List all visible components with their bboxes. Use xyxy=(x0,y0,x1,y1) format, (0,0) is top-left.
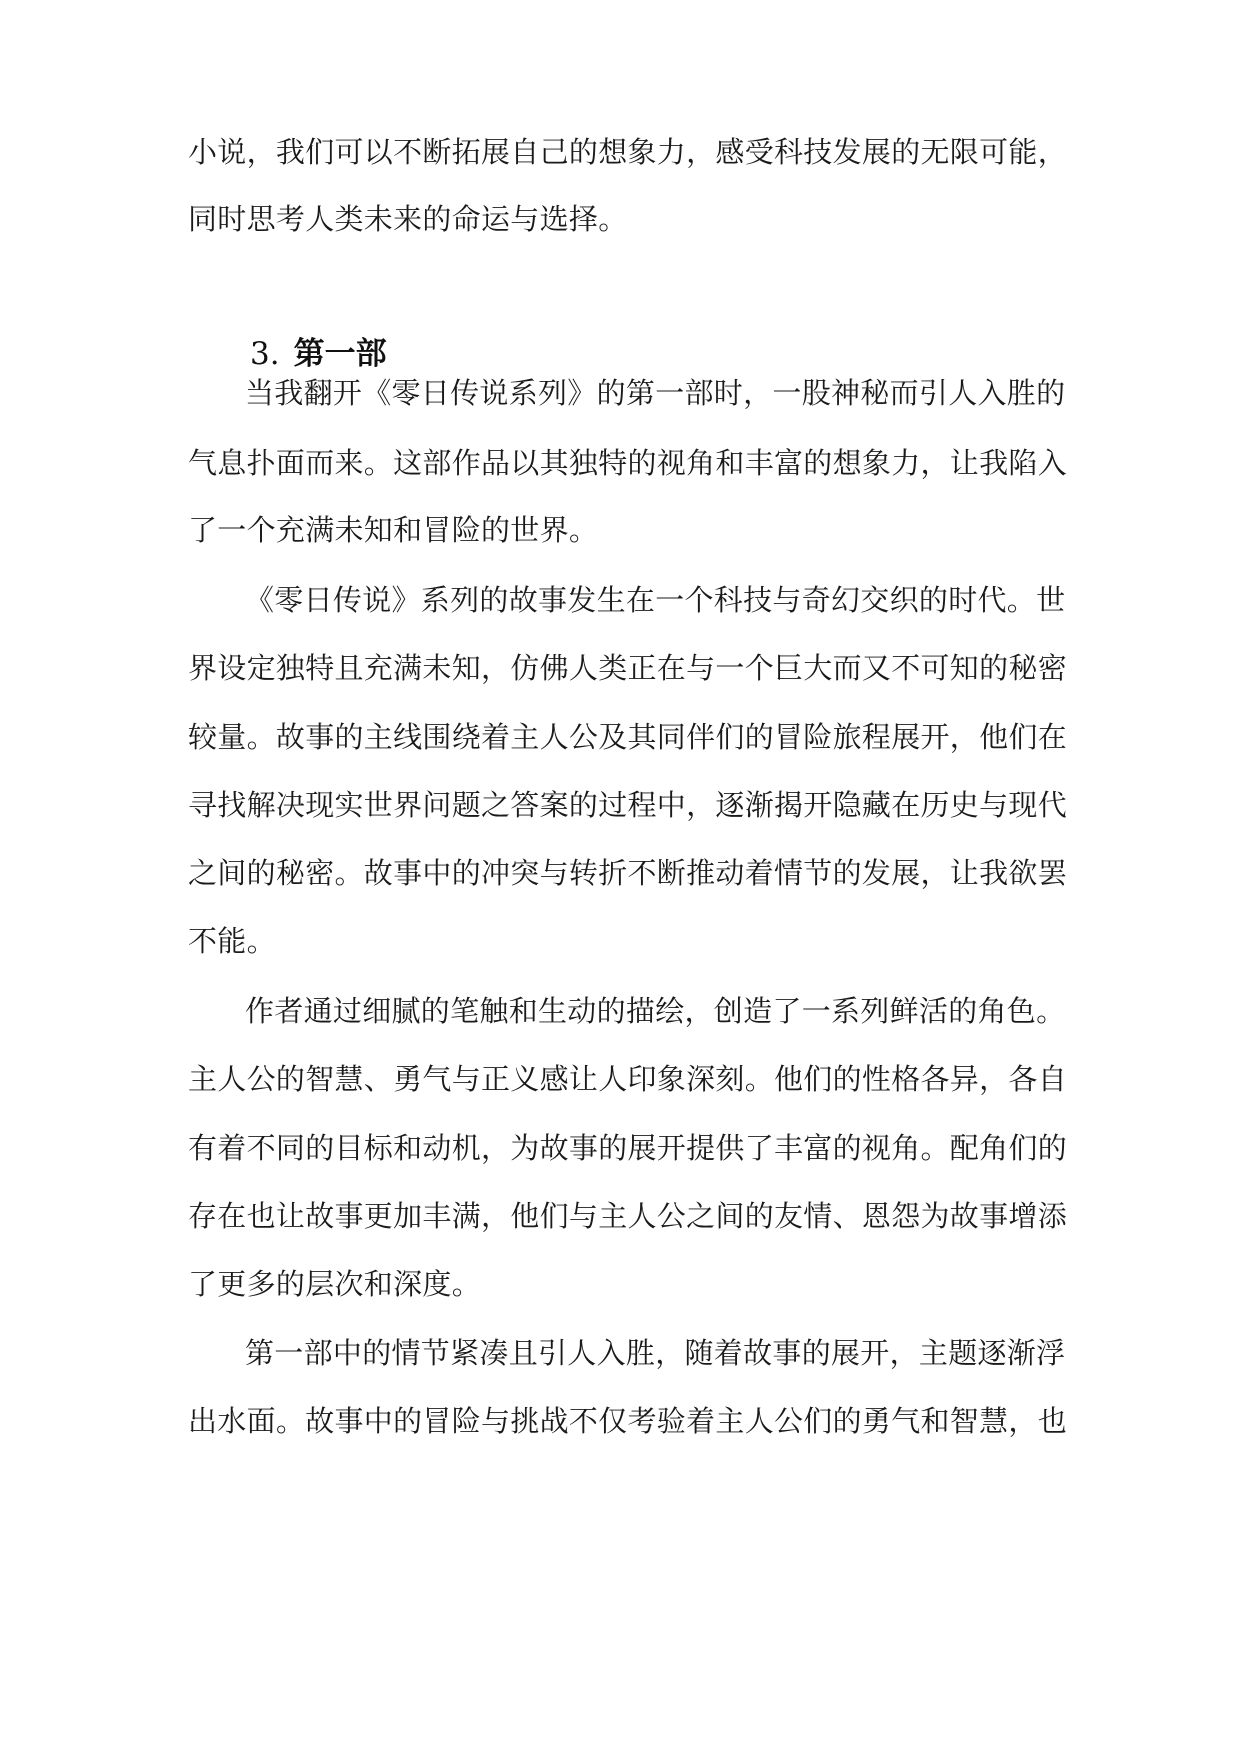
text-line: 小说，我们可以不断拓展自己的想象力，感受科技发展的无限可能， xyxy=(188,135,1068,169)
text-line: 气息扑面而来。这部作品以其独特的视角和丰富的想象力，让我陷入 xyxy=(188,446,1068,480)
section-number: 3. xyxy=(250,336,280,372)
text-line: 第一部中的情节紧凑且引人入胜，随着故事的展开，主题逐渐浮 xyxy=(245,1336,1066,1370)
text-line: 作者通过细腻的笔触和生动的描绘，创造了一系列鲜活的角色。 xyxy=(245,994,1066,1028)
text-line: 之间的秘密。故事中的冲突与转折不断推动着情节的发展，让我欲罢 xyxy=(188,856,1068,890)
text-line: 主人公的智慧、勇气与正义感让人印象深刻。他们的性格各异，各自 xyxy=(188,1062,1068,1096)
text-line: 不能。 xyxy=(188,924,276,958)
text-line: 了一个充满未知和冒险的世界。 xyxy=(188,513,599,547)
text-line: 较量。故事的主线围绕着主人公及其同伴们的冒险旅程展开，他们在 xyxy=(188,720,1068,754)
text-line: 界设定独特且充满未知，仿佛人类正在与一个巨大而又不可知的秘密 xyxy=(188,651,1068,685)
text-line: 当我翻开《零日传说系列》的第一部时，一股神秘而引人入胜的 xyxy=(245,376,1066,410)
text-line: 同时思考人类未来的命运与选择。 xyxy=(188,202,628,236)
text-line: 有着不同的目标和动机，为故事的展开提供了丰富的视角。配角们的 xyxy=(188,1131,1068,1165)
section-title: 第一部 xyxy=(293,336,387,372)
text-line: 《零日传说》系列的故事发生在一个科技与奇幻交织的时代。世 xyxy=(245,583,1066,617)
text-line: 出水面。故事中的冒险与挑战不仅考验着主人公们的勇气和智慧，也 xyxy=(188,1404,1068,1438)
text-line: 了更多的层次和深度。 xyxy=(188,1267,482,1301)
text-line: 存在也让故事更加丰满，他们与主人公之间的友情、恩怨为故事增添 xyxy=(188,1199,1068,1233)
text-line: 寻找解决现实世界问题之答案的过程中，逐渐揭开隐藏在历史与现代 xyxy=(188,788,1068,822)
section-heading xyxy=(250,334,387,374)
